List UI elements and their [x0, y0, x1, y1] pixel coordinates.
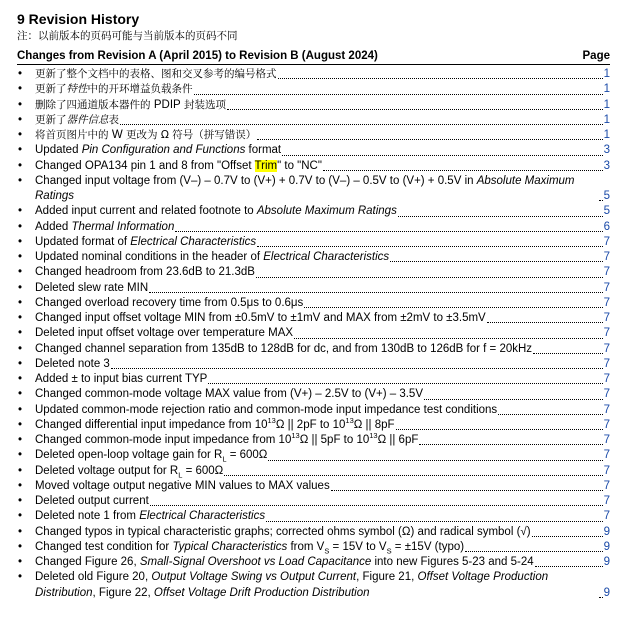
- change-text: Deleted note 1 from Electrical Characteristics: [35, 510, 266, 523]
- bullet-icon: •: [18, 403, 23, 416]
- dot-leader: [599, 596, 603, 598]
- page-link[interactable]: 7: [603, 388, 610, 401]
- change-text: Changed channel separation from 135dB to 128dB for dc, and from 130dB to 126dB for f = 20kHz: [35, 342, 533, 355]
- dot-leader: [282, 154, 602, 156]
- dot-leader: [396, 428, 603, 430]
- change-item: [17, 479, 610, 494]
- change-item: [17, 326, 610, 341]
- bullet-icon: •: [18, 205, 23, 218]
- dot-leader: [532, 535, 603, 537]
- bullet-icon: •: [18, 342, 23, 355]
- dot-leader: [331, 489, 603, 491]
- bullet-icon: •: [18, 296, 23, 309]
- change-text: Deleted note 3: [35, 357, 110, 370]
- change-text: Added input current and related footnote to Absolute Maximum Ratings: [35, 205, 397, 218]
- bullet-icon: •: [18, 510, 23, 523]
- bullet-icon: •: [18, 83, 23, 96]
- change-text: Changed input offset voltage MIN from ±0.5mV to ±1mV and MAX from ±2mV to ±3.5mV: [35, 312, 486, 324]
- bullet-icon: •: [18, 174, 23, 187]
- change-text: Changed input voltage from (V–) – 0.7V to (V+) + 0.7V to (V–) – 0.5V to (V+) + 0.5V in Absolute Maximum Ratings: [35, 174, 575, 202]
- page-link[interactable]: 7: [603, 251, 610, 263]
- change-item: [17, 265, 610, 280]
- change-text: Deleted voltage output for $R_L = 600\Omega$: [35, 464, 224, 479]
- bullet-icon: •: [18, 220, 23, 233]
- bullet-icon: •: [18, 571, 23, 584]
- bullet-icon: •: [18, 388, 23, 401]
- bullet-icon: •: [18, 312, 23, 324]
- change-item: [17, 113, 610, 128]
- bullet-icon: •: [18, 251, 23, 263]
- dot-leader: [323, 169, 603, 171]
- change-item: [17, 281, 610, 296]
- page-link[interactable]: 7: [603, 342, 610, 355]
- change-item: [17, 98, 610, 113]
- dot-leader: [294, 337, 603, 339]
- page-link[interactable]: 3: [603, 159, 610, 172]
- change-text: Deleted old Figure 20, Output Voltage Swing vs Output Current, Figure 21, Offset Voltage Production Distribution, Figure 22, Offset Voltage Drift Production Distribution: [35, 571, 549, 599]
- dot-leader: [268, 459, 602, 461]
- change-text: 将首页图片中的 W 更改为 Ω 符号（拼写错误）: [35, 129, 257, 141]
- change-text: Updated nominal conditions in the header of Electrical Characteristics: [35, 251, 390, 263]
- dot-leader: [533, 352, 603, 354]
- changes-list: [17, 67, 610, 601]
- change-item: [17, 540, 610, 555]
- bullet-icon: •: [18, 373, 23, 385]
- dot-leader: [150, 504, 603, 506]
- page-link[interactable]: 7: [603, 495, 610, 507]
- dot-leader: [120, 123, 603, 125]
- page-link[interactable]: 7: [603, 312, 610, 324]
- change-item: [17, 525, 610, 540]
- dot-leader: [465, 550, 603, 552]
- change-item: [17, 342, 610, 357]
- bullet-icon: •: [18, 418, 23, 431]
- change-item: [17, 235, 610, 250]
- dot-leader: [175, 230, 602, 232]
- page-link[interactable]: 7: [603, 510, 610, 523]
- change-item: [17, 494, 610, 509]
- change-item: [17, 174, 610, 205]
- change-text: Deleted slew rate MIN: [35, 281, 149, 294]
- bullet-icon: •: [18, 540, 23, 553]
- change-text: Changed typos in typical characteristic graphs; corrected ohms symbol (Ω) and radical symbol (√): [35, 525, 531, 538]
- page-link[interactable]: 7: [603, 281, 610, 294]
- bullet-icon: •: [18, 464, 23, 477]
- dot-leader: [278, 77, 603, 79]
- change-item: [17, 372, 610, 387]
- change-text: Deleted input offset voltage over temperature MAX: [35, 327, 294, 340]
- page-link[interactable]: 9: [603, 556, 610, 568]
- page-link[interactable]: 6: [603, 220, 610, 233]
- dot-leader: [224, 474, 602, 476]
- change-item: [17, 387, 610, 402]
- section-title: 9 Revision History: [17, 11, 140, 27]
- dot-leader: [256, 276, 603, 278]
- page-link[interactable]: 7: [603, 403, 610, 416]
- change-text: Updated format of Electrical Characteristics: [35, 235, 257, 248]
- dot-leader: [111, 367, 603, 369]
- dot-leader: [227, 108, 603, 110]
- change-item: [17, 82, 610, 97]
- bullet-icon: •: [18, 281, 23, 294]
- change-text: Updated common-mode rejection ratio and common-mode input impedance test conditions: [35, 403, 498, 416]
- change-item: [17, 296, 610, 311]
- bullet-icon: •: [18, 266, 23, 279]
- page-link[interactable]: 7: [603, 479, 610, 492]
- change-item: [17, 555, 610, 570]
- change-item: [17, 415, 610, 433]
- dot-leader: [149, 291, 602, 293]
- page-link[interactable]: 7: [603, 266, 610, 279]
- dot-leader: [257, 245, 602, 247]
- bullet-icon: •: [18, 449, 23, 462]
- page-link[interactable]: 7: [603, 464, 610, 477]
- dot-leader: [398, 215, 603, 217]
- page-link[interactable]: 1: [603, 68, 610, 80]
- page-link[interactable]: 9: [603, 540, 610, 553]
- change-item: [17, 250, 610, 265]
- dot-leader: [424, 398, 603, 400]
- change-item: [17, 220, 610, 235]
- page-link[interactable]: 1: [603, 98, 610, 111]
- page-link[interactable]: 7: [603, 235, 610, 248]
- change-text: Changed common-mode voltage MAX value from (V+) – 2.5V to (V+) – 3.5V: [35, 388, 423, 401]
- page-link[interactable]: 1: [603, 129, 610, 141]
- bullet-icon: •: [18, 113, 23, 126]
- dot-leader: [304, 306, 602, 308]
- bullet-icon: •: [18, 144, 23, 157]
- changes-table-header: [17, 49, 610, 65]
- change-item: [17, 464, 610, 479]
- bullet-icon: •: [18, 235, 23, 248]
- page-link[interactable]: 1: [603, 83, 610, 96]
- change-item: [17, 433, 610, 448]
- change-item: [17, 204, 610, 219]
- bullet-icon: •: [18, 495, 23, 507]
- bullet-icon: •: [18, 434, 23, 446]
- dot-leader: [487, 321, 603, 323]
- dot-leader: [498, 413, 602, 415]
- change-item: [17, 311, 610, 326]
- change-item: [17, 570, 610, 601]
- change-item: [17, 403, 610, 418]
- dot-leader: [208, 382, 602, 384]
- page-link[interactable]: 7: [603, 418, 610, 431]
- bullet-icon: •: [18, 479, 23, 492]
- page-link[interactable]: 7: [603, 434, 610, 446]
- change-text: Moved voltage output negative MIN values to MAX values: [35, 479, 330, 492]
- change-text: Updated Pin Configuration and Functions format: [35, 144, 282, 157]
- bullet-icon: •: [18, 68, 23, 80]
- bullet-icon: •: [18, 556, 23, 568]
- page-column-label: Page: [582, 50, 610, 62]
- page-link[interactable]: 7: [603, 327, 610, 340]
- page-link[interactable]: 1: [603, 113, 610, 126]
- change-item: [17, 67, 610, 82]
- page-link[interactable]: 5: [603, 205, 610, 218]
- change-text: Changed Figure 26, Small-Signal Overshoot vs Load Capacitance into new Figures 5-23 and 5-24: [35, 556, 534, 568]
- page-link[interactable]: 7: [603, 357, 610, 370]
- change-item: [17, 448, 610, 463]
- page-link[interactable]: 9: [603, 586, 610, 599]
- page-link[interactable]: 9: [603, 525, 610, 538]
- dot-leader: [266, 520, 602, 522]
- change-text: 删除了四通道版本器件的 PDIP 封装选项: [35, 98, 227, 111]
- page-link[interactable]: 3: [603, 144, 610, 157]
- change-item: [17, 357, 610, 372]
- change-item: [17, 143, 610, 158]
- bullet-icon: •: [18, 525, 23, 538]
- change-text: Deleted output current: [35, 495, 149, 507]
- bullet-icon: •: [18, 159, 23, 172]
- changes-heading: Changes from Revision A (April 2015) to Revision B (August 2024): [17, 50, 378, 62]
- change-item: [17, 509, 610, 524]
- dot-leader: [419, 443, 602, 445]
- bullet-icon: •: [18, 129, 23, 141]
- change-text: Changed differential input impedance from $10^{13}\Omega$ || 2pF to $10^{13}\Omega$ || 8pF: [35, 415, 395, 431]
- dot-leader: [257, 138, 602, 140]
- change-text: Changed test condition for Typical Characteristics from $V_S = 15V$ to $V_S = \pm 15V$ (typo): [35, 540, 465, 556]
- change-item: [17, 159, 610, 174]
- change-text: 更新了器件信息表: [35, 113, 119, 126]
- change-text: Changed common-mode input impedance from $10^{13}\Omega$ || 5pF to $10^{13}\Omega$ || 6pF: [35, 431, 419, 446]
- page-link[interactable]: 7: [603, 373, 610, 385]
- change-text: 更新了整个文档中的表格、图和交叉参考的编号格式: [35, 68, 277, 80]
- change-text: Added Thermal Information: [35, 220, 175, 233]
- dot-leader: [599, 199, 603, 201]
- change-text: Changed OPA134 pin 1 and 8 from "Offset Trim" to "NC": [35, 159, 322, 172]
- dot-leader: [535, 565, 603, 567]
- change-item: [17, 128, 610, 143]
- change-text: 更新了特性中的开环增益负载条件: [35, 83, 193, 96]
- page-link[interactable]: 7: [603, 296, 610, 309]
- bullet-icon: •: [18, 327, 23, 340]
- change-text: Changed overload recovery time from 0.5μs to 0.6μs: [35, 296, 304, 309]
- change-text: Deleted open-loop voltage gain for $R_L = 600\Omega$: [35, 449, 268, 464]
- page-link[interactable]: 5: [603, 190, 610, 202]
- page-link[interactable]: 7: [603, 449, 610, 462]
- bullet-icon: •: [18, 98, 23, 111]
- dot-leader: [194, 93, 603, 95]
- change-text: Added ± to input bias current TYP: [35, 373, 208, 385]
- change-text: Changed headroom from 23.6dB to 21.3dB: [35, 266, 255, 279]
- bullet-icon: •: [18, 357, 23, 370]
- page-number-note: 注：以前版本的页码可能与当前版本的页码不同: [17, 30, 238, 42]
- dot-leader: [390, 260, 602, 262]
